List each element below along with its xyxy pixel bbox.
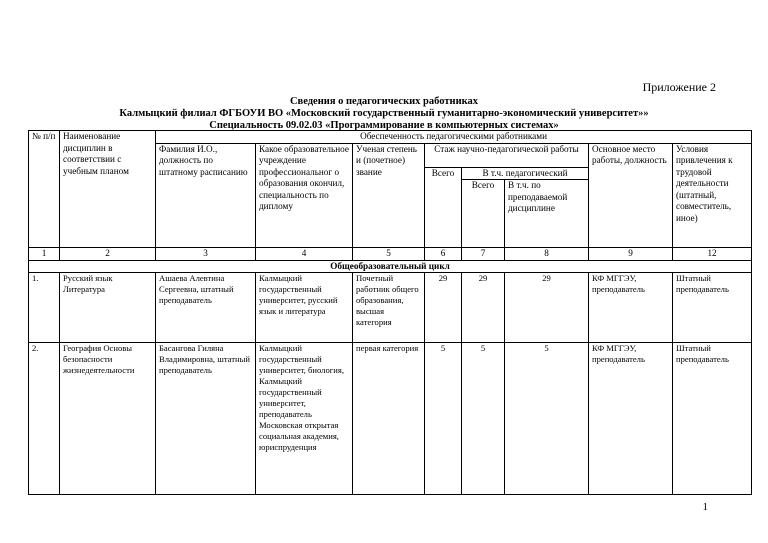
header-institution: Какое образовательное учреждение профессиональног о образования окончил, специальность по диплому bbox=[256, 143, 353, 248]
header-main-job: Основное место работы, должность bbox=[589, 143, 673, 248]
row-discipline: Русский язык Литература bbox=[60, 273, 156, 343]
header-discipline: Наименование дисциплин в соответствии с учебным планом bbox=[60, 131, 156, 248]
section-title: Общеобразовательный цикл bbox=[29, 260, 752, 273]
header-incl-ped: В т.ч. педагогический bbox=[462, 167, 589, 180]
col-num-5: 5 bbox=[353, 248, 425, 261]
row-name: Басангова Гиляна Владимировна, штатный преподаватель bbox=[156, 343, 256, 495]
header-institution: Калмыцкий филиал ФГБОУИ ВО «Московский государственный гуманитарно-экономический университет»» bbox=[119, 108, 649, 119]
header-total2: Всего bbox=[462, 180, 505, 248]
header-total: Всего bbox=[425, 167, 462, 248]
row-teaching: 5 bbox=[505, 343, 589, 495]
header-specialty: Специальность 09.02.03 «Программирование в компьютерных системах» bbox=[209, 120, 559, 131]
header-num: № п/п bbox=[29, 131, 60, 248]
row-institution: Калмыцкий государственный университет, русский язык и литература bbox=[256, 273, 353, 343]
col-num-9: 9 bbox=[589, 248, 673, 261]
col-num-1: 1 bbox=[29, 248, 60, 261]
header-incl-teaching: В т.ч. по преподаваемой дисциплине bbox=[505, 180, 589, 248]
col-num-2: 2 bbox=[60, 248, 156, 261]
row-degree: первая категория bbox=[353, 343, 425, 495]
header-provision: Обеспеченность педагогическими работниками bbox=[156, 131, 752, 144]
header-experience: Стаж научно-педагогической работы bbox=[425, 143, 589, 167]
row-main-job: КФ МГГЭУ, преподаватель bbox=[589, 273, 673, 343]
row-total2: 5 bbox=[462, 343, 505, 495]
row-total: 5 bbox=[425, 343, 462, 495]
col-num-8: 8 bbox=[505, 248, 589, 261]
col-num-4: 4 bbox=[256, 248, 353, 261]
header-title: Сведения о педагогических работниках bbox=[289, 96, 479, 107]
col-num-3: 3 bbox=[156, 248, 256, 261]
row-degree: Почетный работник общего образования, высшая категория bbox=[353, 273, 425, 343]
page-number: 1 bbox=[702, 501, 708, 513]
row-conditions: Штатный преподаватель bbox=[673, 273, 752, 343]
col-num-12: 12 bbox=[673, 248, 752, 261]
header-degree: Ученая степень и (почетное) звание bbox=[353, 143, 425, 248]
row-name: Ашаева Алевтина Сергеевна, штатный преподаватель bbox=[156, 273, 256, 343]
table-row bbox=[29, 273, 752, 343]
row-teaching: 29 bbox=[505, 273, 589, 343]
row-num: 2. bbox=[29, 343, 60, 495]
row-total: 29 bbox=[425, 273, 462, 343]
appendix-label: Приложение 2 bbox=[642, 80, 716, 94]
row-num: 1. bbox=[29, 273, 60, 343]
row-total2: 29 bbox=[462, 273, 505, 343]
col-num-7: 7 bbox=[462, 248, 505, 261]
header-name: Фамилия И.О., должность по штатному расписанию bbox=[156, 143, 256, 248]
row-discipline: География Основы безопасности жизнедеятельности bbox=[60, 343, 156, 495]
row-institution: Калмыцкий государственный университет, биология, Калмыцкий государственный университет, преподаватель Московская открытая социальная академия, юриспруденция bbox=[256, 343, 353, 495]
table-row bbox=[29, 343, 752, 495]
row-main-job: КФ МГГЭУ, преподаватель bbox=[589, 343, 673, 495]
staff-table bbox=[28, 130, 752, 495]
header-conditions: Условия привлечения к трудовой деятельности (штатный, совместитель, иное) bbox=[673, 143, 752, 248]
col-num-6: 6 bbox=[425, 248, 462, 261]
row-conditions: Штатный преподаватель bbox=[673, 343, 752, 495]
document-header bbox=[0, 96, 768, 132]
